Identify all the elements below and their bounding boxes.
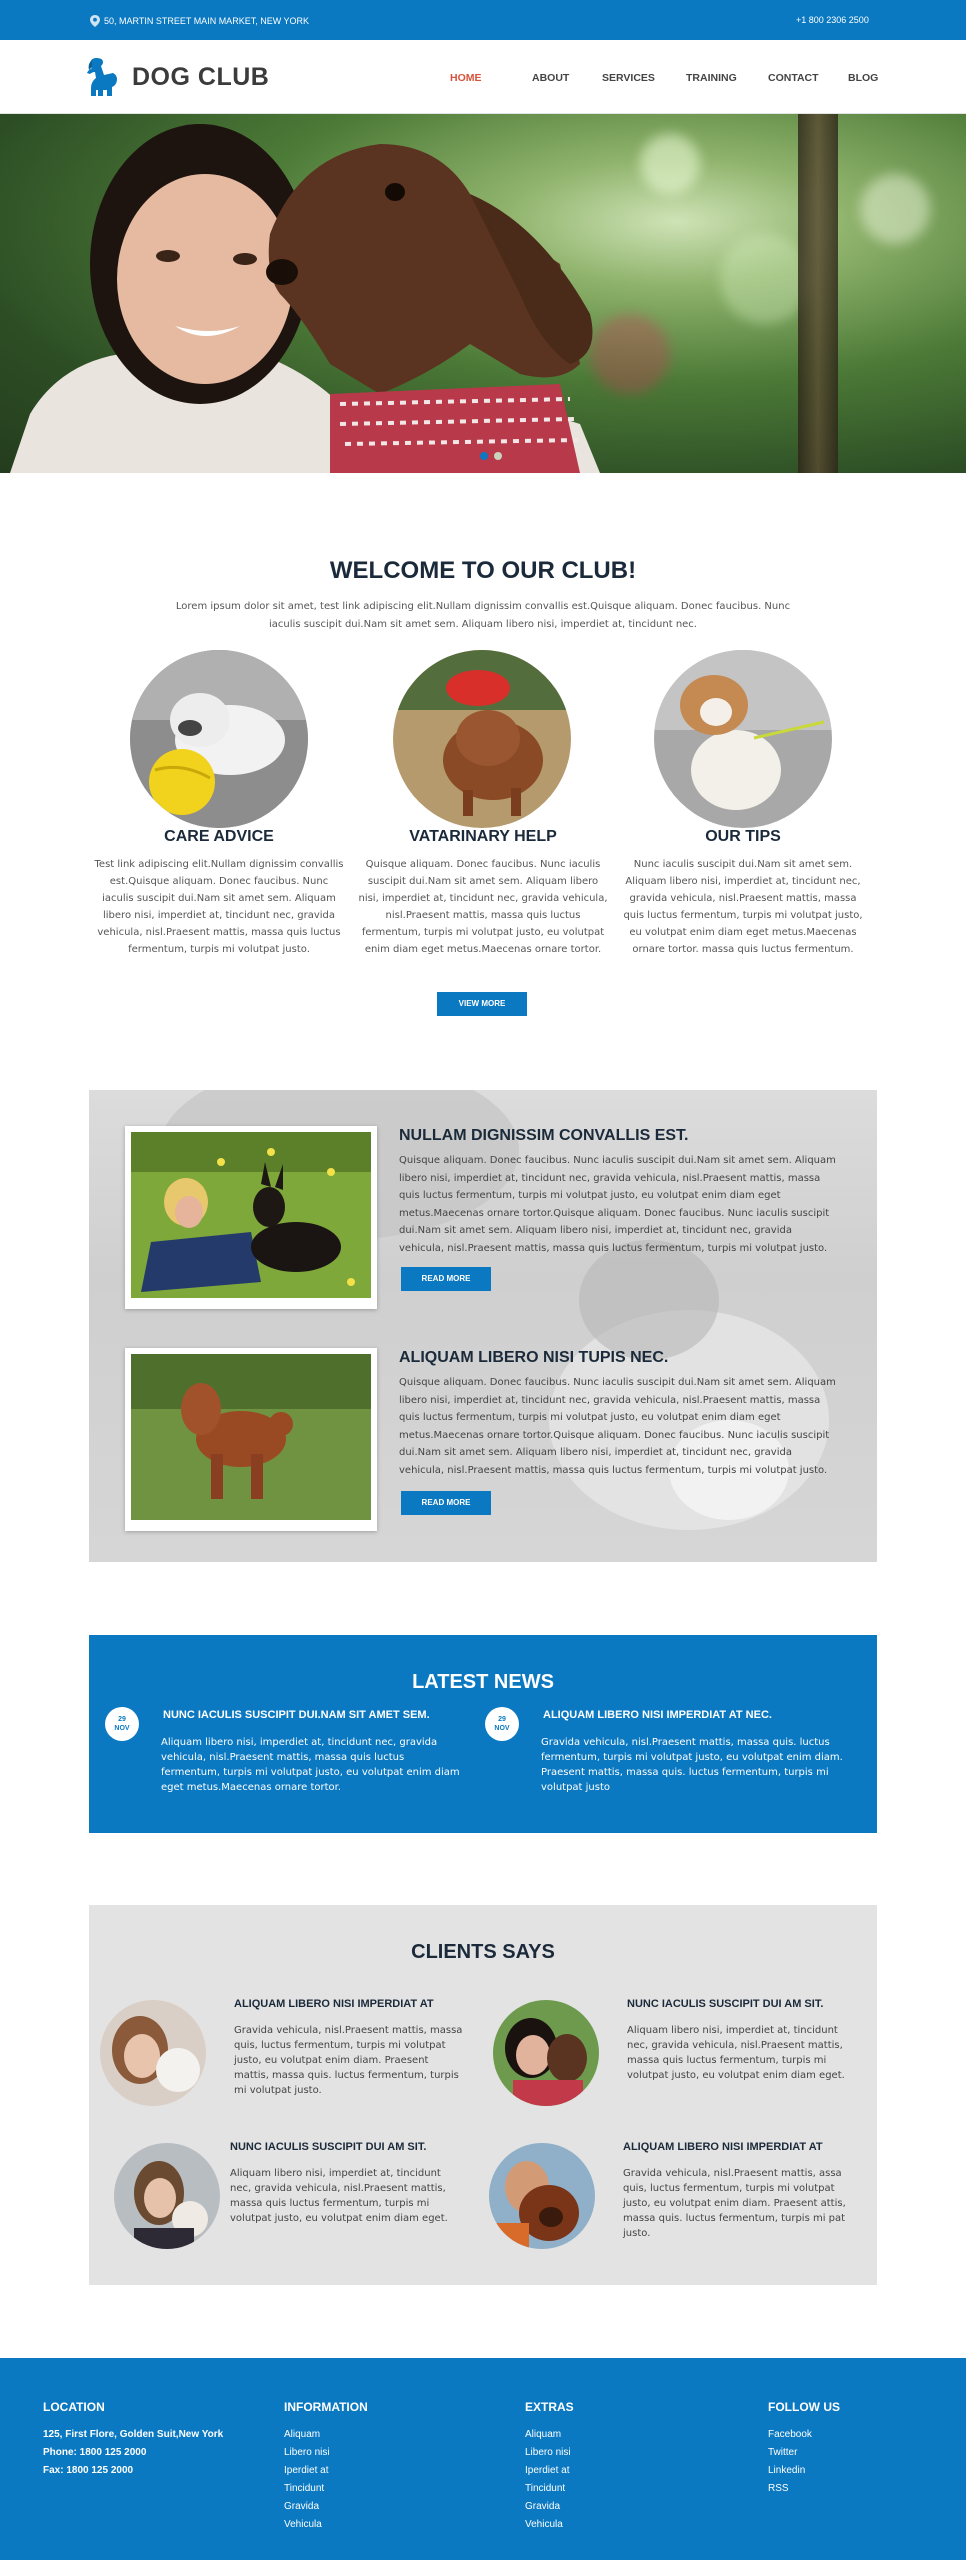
feature-text: Quisque aliquam. Donec faucibus. Nunc iaculis suscipit dui.Nam sit amet sem. Aliquam libero nisi, imperdiet at, tincidunt nec, gravida vehicula, nisl.Praesent mattis, massa quis luctus fermentum, turpis mi volutpat justo, eu volutpat enim diam eget metus.Maecenas ornare tortor.: [358, 859, 608, 955]
site-header: [0, 40, 966, 114]
client-text: Gravida vehicula, nisl.Praesent mattis, assa quis, luctus fermentum, turpis mi volutpat justo, eu volutpat enim diam. Praesent attis, massa quis. luctus fermentum, turpis mi pat justo.: [623, 2168, 846, 2239]
footer-heading: FOLLOW US: [768, 2400, 840, 2414]
footer-link[interactable]: Gravida: [284, 2501, 320, 2512]
footer-follow: [768, 2400, 840, 2498]
article-title: NULLAM DIGNISSIM CONVALLIS EST.: [399, 1127, 689, 1144]
feature-text: Nunc iaculis suscipit dui.Nam sit amet sem. Aliquam libero nisi, imperdiet at, tincidunt nec, gravida vehicula, nisl.Praesent mattis, massa quis luctus fermentum, turpis mi volutpat justo, eu volutpat enim diam eget metus.Maecenas ornare tortor. massa quis luctus fermentum.: [623, 859, 863, 955]
footer-address: 125, First Flore, Golden Suit,New York: [43, 2429, 224, 2440]
date-month: NOV: [494, 1725, 510, 1732]
date-month: NOV: [114, 1725, 130, 1732]
client-text: Aliquam libero nisi, imperdiet at, tincidunt nec, gravida vehicula, nisl.Praesent mattis, massa quis luctus fermentum, turpis mi volutpat justo, eu volutpat enim diam eget.: [230, 2168, 448, 2224]
footer-link[interactable]: Aliquam: [525, 2429, 562, 2440]
footer-link[interactable]: Libero nisi: [525, 2447, 571, 2458]
date-day: 29: [118, 1716, 126, 1723]
footer-location: [43, 2400, 223, 2480]
feature-text: Test link adipiscing elit.Nullam dignissim convallis est.Quisque aliquam. Donec faucibus. Nunc iaculis suscipit dui.Nam sit amet sem. Aliquam libero nisi, imperdiet at, tincidunt nec, gravida vehicula, nisl.Praesent mattis, massa quis luctus fermentum, turpis mi volutpat justo.: [94, 859, 344, 955]
footer-link[interactable]: Vehicula: [284, 2519, 322, 2530]
nav-about[interactable]: ABOUT: [532, 72, 570, 84]
articles-section: [89, 1090, 877, 1562]
footer-extras: [525, 2400, 574, 2534]
vet-help-image: [393, 650, 571, 828]
footer-link[interactable]: Libero nisi: [284, 2447, 330, 2458]
our-tips-image: [654, 650, 832, 828]
clients-section: [89, 1905, 877, 2285]
care-advice-image: [130, 650, 308, 828]
client-avatar: [100, 2000, 206, 2106]
slider-dots: [480, 452, 502, 460]
welcome-title: WELCOME TO OUR CLUB!: [329, 557, 637, 584]
footer-heading: LOCATION: [43, 2400, 105, 2414]
site-footer: [0, 2358, 966, 2560]
main-nav: [450, 72, 888, 84]
nav-training[interactable]: TRAINING: [686, 72, 737, 84]
footer-link[interactable]: Tincidunt: [525, 2483, 566, 2494]
news-item-text: Gravida vehicula, nisl.Praesent mattis, massa quis. luctus fermentum, turpis mi volutpat justo, eu volutpat enim diam. Praesent mattis, massa quis. luctus fermentum, turpis mi volutpat justo: [541, 1737, 843, 1793]
tree-trunk: [798, 114, 838, 473]
read-more-button[interactable]: READ MORE: [401, 1267, 491, 1291]
top-bar: [0, 0, 966, 40]
slider-dot[interactable]: [494, 452, 502, 460]
client-avatar: [114, 2143, 220, 2249]
latest-news-section: [89, 1635, 877, 1833]
nav-services[interactable]: SERVICES: [602, 72, 655, 84]
footer-link[interactable]: Tincidunt: [284, 2483, 325, 2494]
read-more-button[interactable]: READ MORE: [401, 1491, 491, 1515]
logo-text: DOG CLUB: [132, 62, 270, 91]
facebook-link[interactable]: Facebook: [768, 2429, 812, 2440]
nav-contact[interactable]: CONTACT: [768, 72, 819, 84]
date-day: 29: [498, 1716, 506, 1723]
location-pin-icon: [90, 15, 100, 27]
article-text: Quisque aliquam. Donec faucibus. Nunc iaculis suscipit dui.Nam sit amet sem. Aliquam libero nisi, imperdiet at, tincidunt nec, gravida vehicula, nisl.Praesent mattis, massa quis luctus fermentum, turpis mi volutpat justo, eu volutpat enim diam eget metus.Maecenas ornare tortor.Quisque aliquam. Donec faucibus. Nunc iaculis suscipit dui.Nam sit amet sem. Aliquam libero nisi, imperdiet at, tincidunt nec, gravida vehicula, nisl.Praesent mattis, massa quis luctus fermentum, turpis mi volutpat justo.: [399, 1155, 836, 1254]
feature-title: VATARINARY HELP: [409, 828, 557, 845]
article-text: Quisque aliquam. Donec faucibus. Nunc iaculis suscipit dui.Nam sit amet sem. Aliquam libero nisi, imperdiet at, tincidunt nec, gravida vehicula, nisl.Praesent mattis, massa quis luctus fermentum, turpis mi volutpat justo, eu volutpat enim diam eget metus.Maecenas ornare tortor.Quisque aliquam. Donec faucibus. Nunc iaculis suscipit dui.Nam sit amet sem. Aliquam libero nisi, imperdiet at, tincidunt nec, gravida vehicula, nisl.Praesent mattis, massa quis luctus fermentum, turpis mi volutpat justo.: [399, 1377, 836, 1476]
article-photo: [125, 1348, 377, 1531]
client-title: NUNC IACULIS SUSCIPIT DUI AM SIT.: [230, 2141, 427, 2153]
footer-heading: INFORMATION: [284, 2400, 368, 2414]
dog-logo-icon: [84, 56, 122, 98]
article-photo: [125, 1126, 377, 1309]
feature-title: OUR TIPS: [705, 828, 781, 845]
news-item-title[interactable]: NUNC IACULIS SUSCIPIT DUI.NAM SIT AMET SEM.: [163, 1709, 430, 1721]
linkedin-link[interactable]: Linkedin: [768, 2465, 806, 2476]
hero-slider: [0, 114, 966, 473]
client-avatar: [489, 2143, 595, 2249]
date-badge: [105, 1707, 139, 1741]
footer-link[interactable]: Iperdiet at: [284, 2465, 329, 2476]
twitter-link[interactable]: Twitter: [768, 2447, 798, 2458]
footer-link[interactable]: Aliquam: [284, 2429, 321, 2440]
phone-number: +1 800 2306 2500: [796, 15, 869, 25]
footer-link[interactable]: Gravida: [525, 2501, 561, 2512]
news-item-text: Aliquam libero nisi, imperdiet at, tincidunt nec, gravida vehicula, nisl.Praesent mattis, massa quis luctus fermentum, turpis mi volutpat justo, eu volutpat enim diam eget metus.Maecenas ornare tortor.: [161, 1737, 460, 1793]
hero-image: [0, 114, 620, 473]
slider-dot[interactable]: [480, 452, 488, 460]
footer-link[interactable]: Vehicula: [525, 2519, 563, 2530]
address-text: 50, MARTIN STREET MAIN MARKET, NEW YORK: [104, 16, 310, 26]
client-avatar: [493, 2000, 599, 2106]
footer-phone: Phone: 1800 125 2000: [43, 2447, 147, 2458]
feature-title: CARE ADVICE: [164, 828, 274, 845]
address: [90, 15, 309, 27]
news-item-title[interactable]: ALIQUAM LIBERO NISI IMPERDIAT AT NEC.: [543, 1709, 772, 1721]
client-title: ALIQUAM LIBERO NISI IMPERDIAT AT: [623, 2141, 823, 2153]
client-title: ALIQUAM LIBERO NISI IMPERDIAT AT: [234, 1998, 434, 2010]
client-title: NUNC IACULIS SUSCIPIT DUI AM SIT.: [627, 1998, 824, 2010]
footer-link[interactable]: Iperdiet at: [525, 2465, 570, 2476]
footer-fax: Fax: 1800 125 2000: [43, 2465, 134, 2476]
article-title: ALIQUAM LIBERO NISI TUPIS NEC.: [399, 1349, 669, 1366]
client-text: Aliquam libero nisi, imperdiet at, tincidunt nec, gravida vehicula, nisl.Praesent mattis, massa quis luctus fermentum, turpis mi volutpat justo, eu volutpat enim diam eget.: [627, 2025, 845, 2081]
rss-link[interactable]: RSS: [768, 2483, 789, 2494]
nav-home[interactable]: HOME: [450, 72, 482, 84]
news-title: LATEST NEWS: [412, 1671, 554, 1693]
clients-title: CLIENTS SAYS: [411, 1941, 555, 1963]
welcome-text: Lorem ipsum dolor sit amet, test link adipiscing elit.Nullam dignissim convallis est.Quisque aliquam. Donec faucibus. Nunc iaculis suscipit dui.Nam sit amet sem. Aliquam libero nisi, imperdiet at, tincidunt nec.: [175, 601, 791, 630]
nav-blog[interactable]: BLOG: [848, 72, 879, 84]
date-badge: [485, 1707, 519, 1741]
view-more-button[interactable]: VIEW MORE: [437, 992, 527, 1016]
footer-heading: EXTRAS: [525, 2400, 574, 2414]
client-text: Gravida vehicula, nisl.Praesent mattis, massa quis, luctus fermentum, turpis mi volutpat justo, eu volutpat enim diam. Praesent mattis, massa quis. luctus fermentum, turpis mi volutpat justo.: [234, 2025, 463, 2096]
footer-information: [284, 2400, 368, 2534]
logo[interactable]: [84, 56, 269, 98]
